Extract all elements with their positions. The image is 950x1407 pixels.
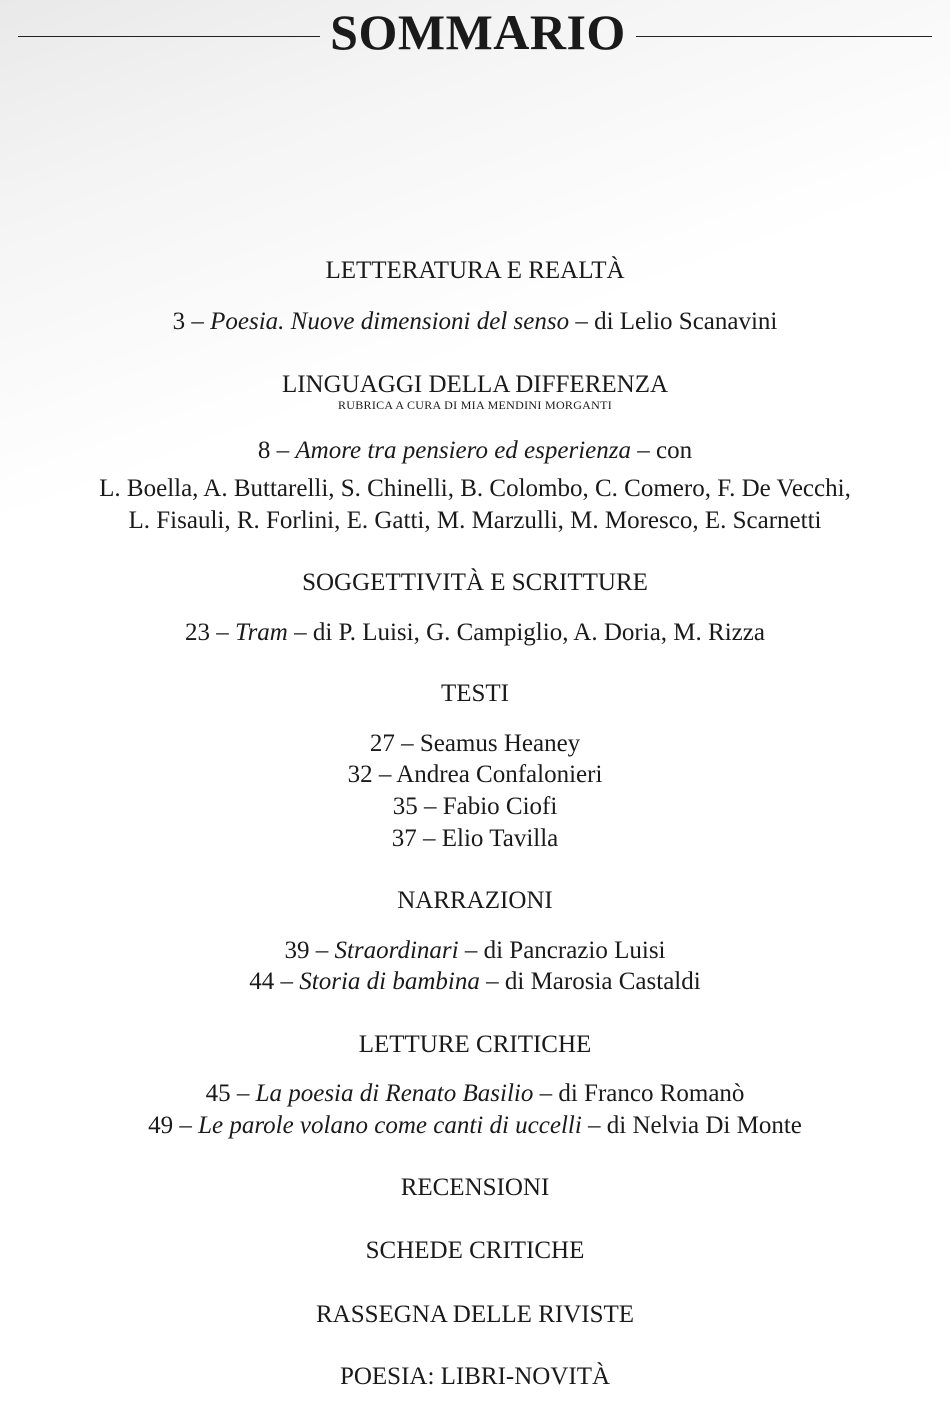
section-heading-linguaggi: LINGUAGGI DELLA DIFFERENZA xyxy=(281,371,669,398)
section-heading-rassegna: RASSEGNA DELLE RIVISTE xyxy=(315,1301,635,1328)
header-rule-right xyxy=(636,36,932,37)
entry-title: Amore tra pensiero ed esperienza xyxy=(295,437,631,464)
entry-title: La poesia di Renato Basilio xyxy=(255,1080,534,1107)
entry-title: Tram xyxy=(235,619,288,646)
entry-title: Poesia. Nuove dimensioni del senso xyxy=(210,308,570,335)
toc-entry: 35 – Fabio Ciofi xyxy=(392,793,558,820)
entry-author: – di Pancrazio Luisi xyxy=(458,937,666,964)
toc-entry xyxy=(0,1079,950,1109)
toc-entry xyxy=(0,936,950,966)
entry-page-number: 39 – xyxy=(284,937,335,964)
toc-entry xyxy=(0,1111,950,1141)
section-heading-soggettivita: SOGGETTIVITÀ E SCRITTURE xyxy=(302,569,648,596)
toc-entry xyxy=(0,307,950,337)
toc-entry xyxy=(0,436,950,466)
header-rule-left xyxy=(18,36,320,37)
section-heading-letture: LETTURE CRITICHE xyxy=(358,1031,592,1058)
section-heading-poesia: POESIA: LIBRI-NOVITÀ xyxy=(339,1363,611,1390)
entry-page-number: 45 – xyxy=(205,1080,256,1107)
toc-entry xyxy=(0,967,950,997)
entry-title: Straordinari xyxy=(334,937,459,964)
entry-authors-line-2: L. Fisauli, R. Forlini, E. Gatti, M. Marzulli, M. Moresco, E. Scarnetti xyxy=(128,507,822,534)
entry-title: Storia di bambina xyxy=(299,968,480,995)
page-title: SOMMARIO xyxy=(330,4,626,60)
entry-page-number: 49 – xyxy=(148,1112,199,1139)
entry-author: – di Marosia Castaldi xyxy=(479,968,701,995)
entry-author: – con xyxy=(630,437,693,464)
entry-page-number: 23 – xyxy=(185,619,236,646)
section-heading-narrazioni: NARRAZIONI xyxy=(397,887,553,914)
toc-entry: 27 – Seamus Heaney xyxy=(369,730,581,757)
entry-author: – di P. Luisi, G. Campiglio, A. Doria, M. Rizza xyxy=(287,619,765,646)
entry-authors-line-1: L. Boella, A. Buttarelli, S. Chinelli, B. Colombo, C. Comero, F. De Vecchi, xyxy=(99,475,851,502)
section-subheading-linguaggi: RUBRICA A CURA DI MIA MENDINI MORGANTI xyxy=(337,398,613,412)
section-heading-recensioni: RECENSIONI xyxy=(400,1174,550,1201)
entry-page-number: 3 – xyxy=(172,308,211,335)
entry-title: Le parole volano come canti di uccelli xyxy=(198,1112,582,1139)
entry-author: – di Franco Romanò xyxy=(533,1080,745,1107)
section-heading-testi: TESTI xyxy=(440,680,510,707)
page-header xyxy=(0,4,950,60)
entry-author: – di Lelio Scanavini xyxy=(569,308,778,335)
section-heading-letteratura: LETTERATURA E REALTÀ xyxy=(325,257,625,284)
toc-entry xyxy=(0,618,950,648)
toc-entry: 37 – Elio Tavilla xyxy=(391,825,559,852)
toc-entry: 32 – Andrea Confalonieri xyxy=(347,761,603,788)
section-heading-schede: SCHEDE CRITICHE xyxy=(365,1237,585,1264)
entry-page-number: 44 – xyxy=(249,968,300,995)
entry-author: – di Nelvia Di Monte xyxy=(581,1112,802,1139)
entry-page-number: 8 – xyxy=(257,437,296,464)
